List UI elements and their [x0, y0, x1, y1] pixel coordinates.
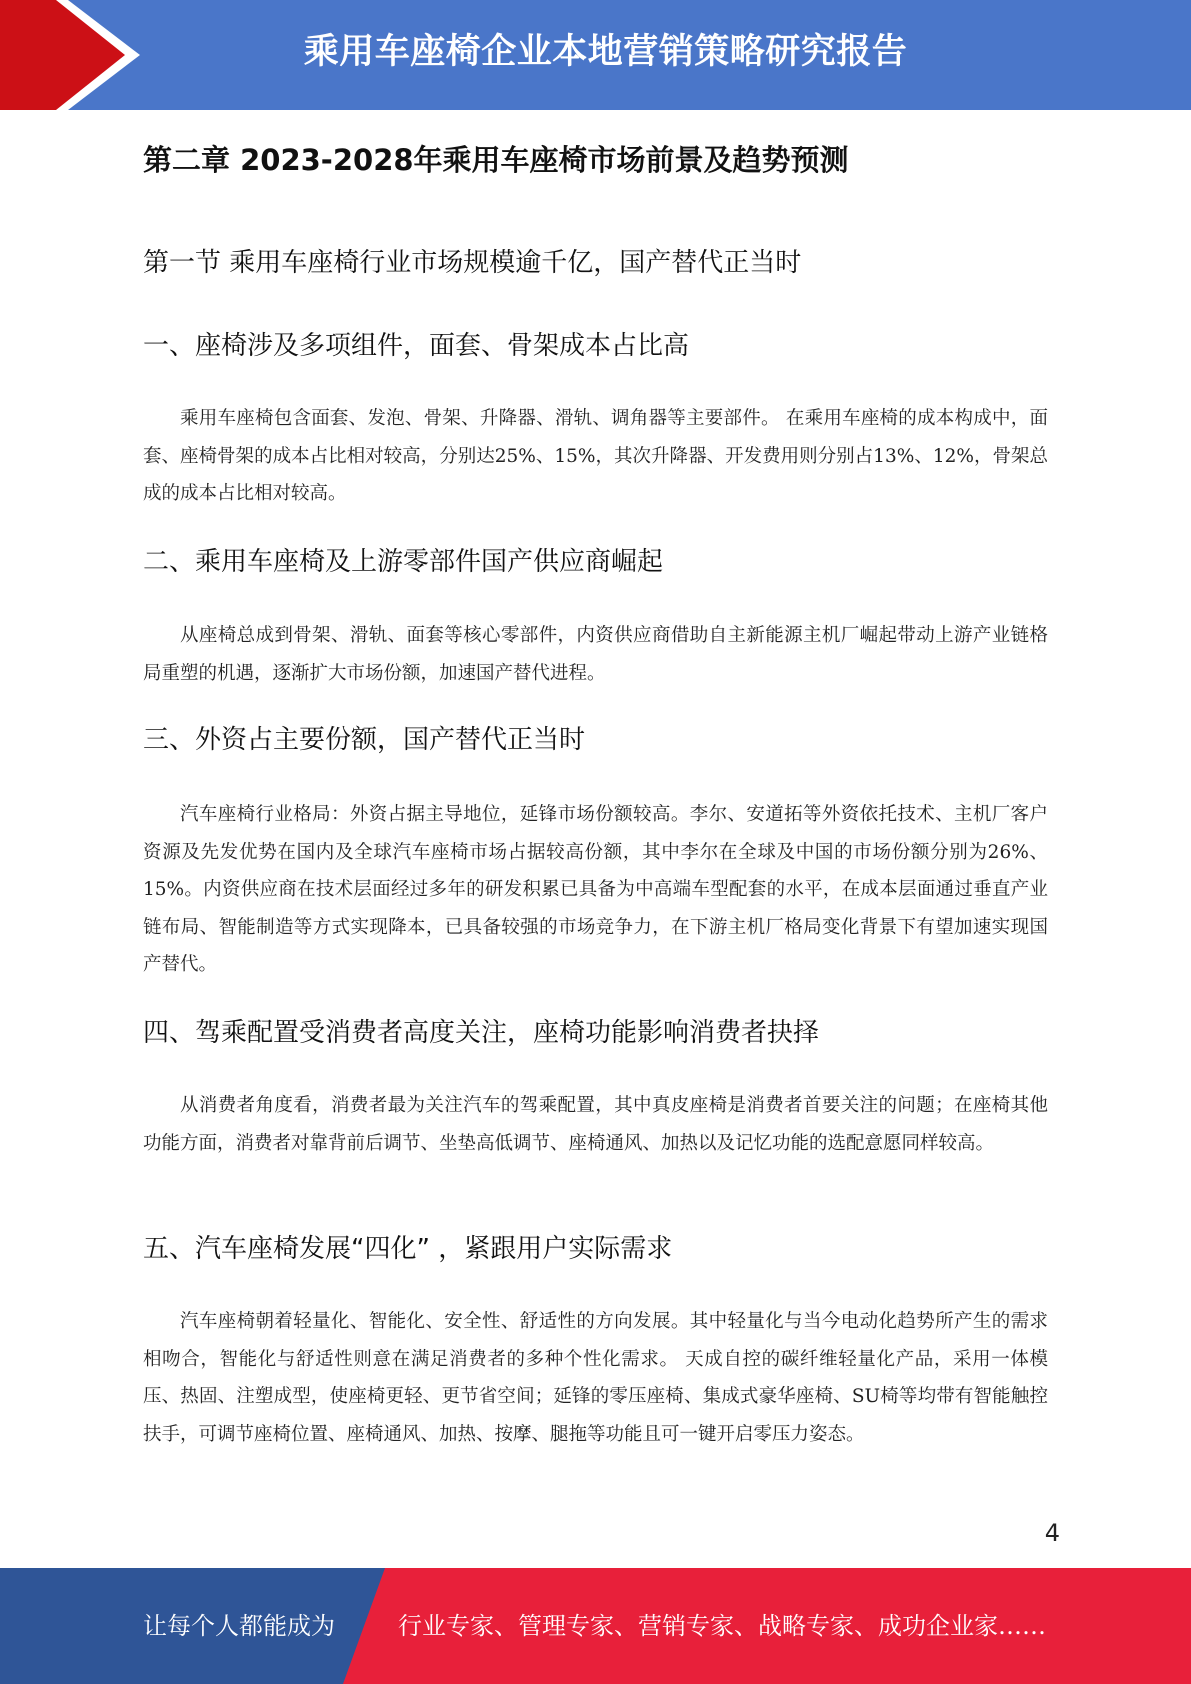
report-title: 乘用车座椅企业本地营销策略研究报告	[303, 32, 908, 72]
subsection-heading-2: 二、乘用车座椅及上游零部件国产供应商崛起	[143, 547, 664, 577]
paragraph-2: 从座椅总成到骨架、滑轨、面套等核心零部件，内资供应商借助自主新能源主机厂崛起带动上游产业链格局重塑的机遇，逐渐扩大市场份额，加速国产替代进程。	[143, 625, 1048, 684]
subsection-heading-1: 一、座椅涉及多项组件，面套、骨架成本占比高	[143, 331, 690, 361]
subsection-heading-5: 五、汽车座椅发展“四化” ，紧跟用户实际需求	[143, 1234, 673, 1264]
paragraph-4: 从消费者角度看，消费者最为关注汽车的驾乘配置，其中真皮座椅是消费者首要关注的问题；在座椅其他功能方面，消费者对靠背前后调节、坐垫高低调节、座椅通风、加热以及记忆功能的选配意愿同样较高。	[143, 1095, 1048, 1154]
paragraph-3: 汽车座椅行业格局：外资占据主导地位，延锋市场份额较高。李尔、安道拓等外资依托技术、主机厂客户资源及先发优势在国内及全球汽车座椅市场占据较高份额，其中李尔在全球及中国的市场份额分别为26%、15%。内资供应商在技术层面经过多年的研发积累已具备为中高端车型配套的水平，在成本层面通过垂直产业链布局、智能制造等方式实现降本，已具备较强的市场竞争力，在下游主机厂格局变化背景下有望加速实现国产替代。	[143, 804, 1048, 975]
page-footer	[0, 1568, 1191, 1684]
page-header	[0, 0, 1191, 110]
section-title: 第一节 乘用车座椅行业市场规模逾千亿，国产替代正当时	[143, 248, 802, 278]
chapter-title: 第二章 2023-2028年乘用车座椅市场前景及趋势预测	[143, 143, 849, 177]
footer-slogan-right: 行业专家、管理专家、营销专家、战略专家、成功企业家……	[398, 1612, 1046, 1640]
subsection-heading-3: 三、外资占主要份额，国产替代正当时	[143, 725, 586, 755]
footer-slogan-left: 让每个人都能成为	[143, 1612, 335, 1640]
subsection-heading-4: 四、驾乘配置受消费者高度关注，座椅功能影响消费者抉择	[143, 1018, 820, 1048]
paragraph-5: 汽车座椅朝着轻量化、智能化、安全性、舒适性的方向发展。其中轻量化与当今电动化趋势所产生的需求相吻合，智能化与舒适性则意在满足消费者的多种个性化需求。 天成自控的碳纤维轻量化产品，采用一体模压、热固、注塑成型，使座椅更轻、更节省空间；延锋的零压座椅、集成式豪华座椅、SU椅等均带有智能触控扶手，可调节座椅位置、座椅通风、加热、按摩、腿拖等功能且可一键开启零压力姿态。	[143, 1311, 1048, 1445]
page-number: 4	[1044, 1519, 1060, 1547]
paragraph-1: 乘用车座椅包含面套、发泡、骨架、升降器、滑轨、调角器等主要部件。 在乘用车座椅的成本构成中，面套、座椅骨架的成本占比相对较高，分别达25%、15%，其次升降器、开发费用则分别占13%、12%，骨架总成的成本占比相对较高。	[143, 408, 1048, 504]
